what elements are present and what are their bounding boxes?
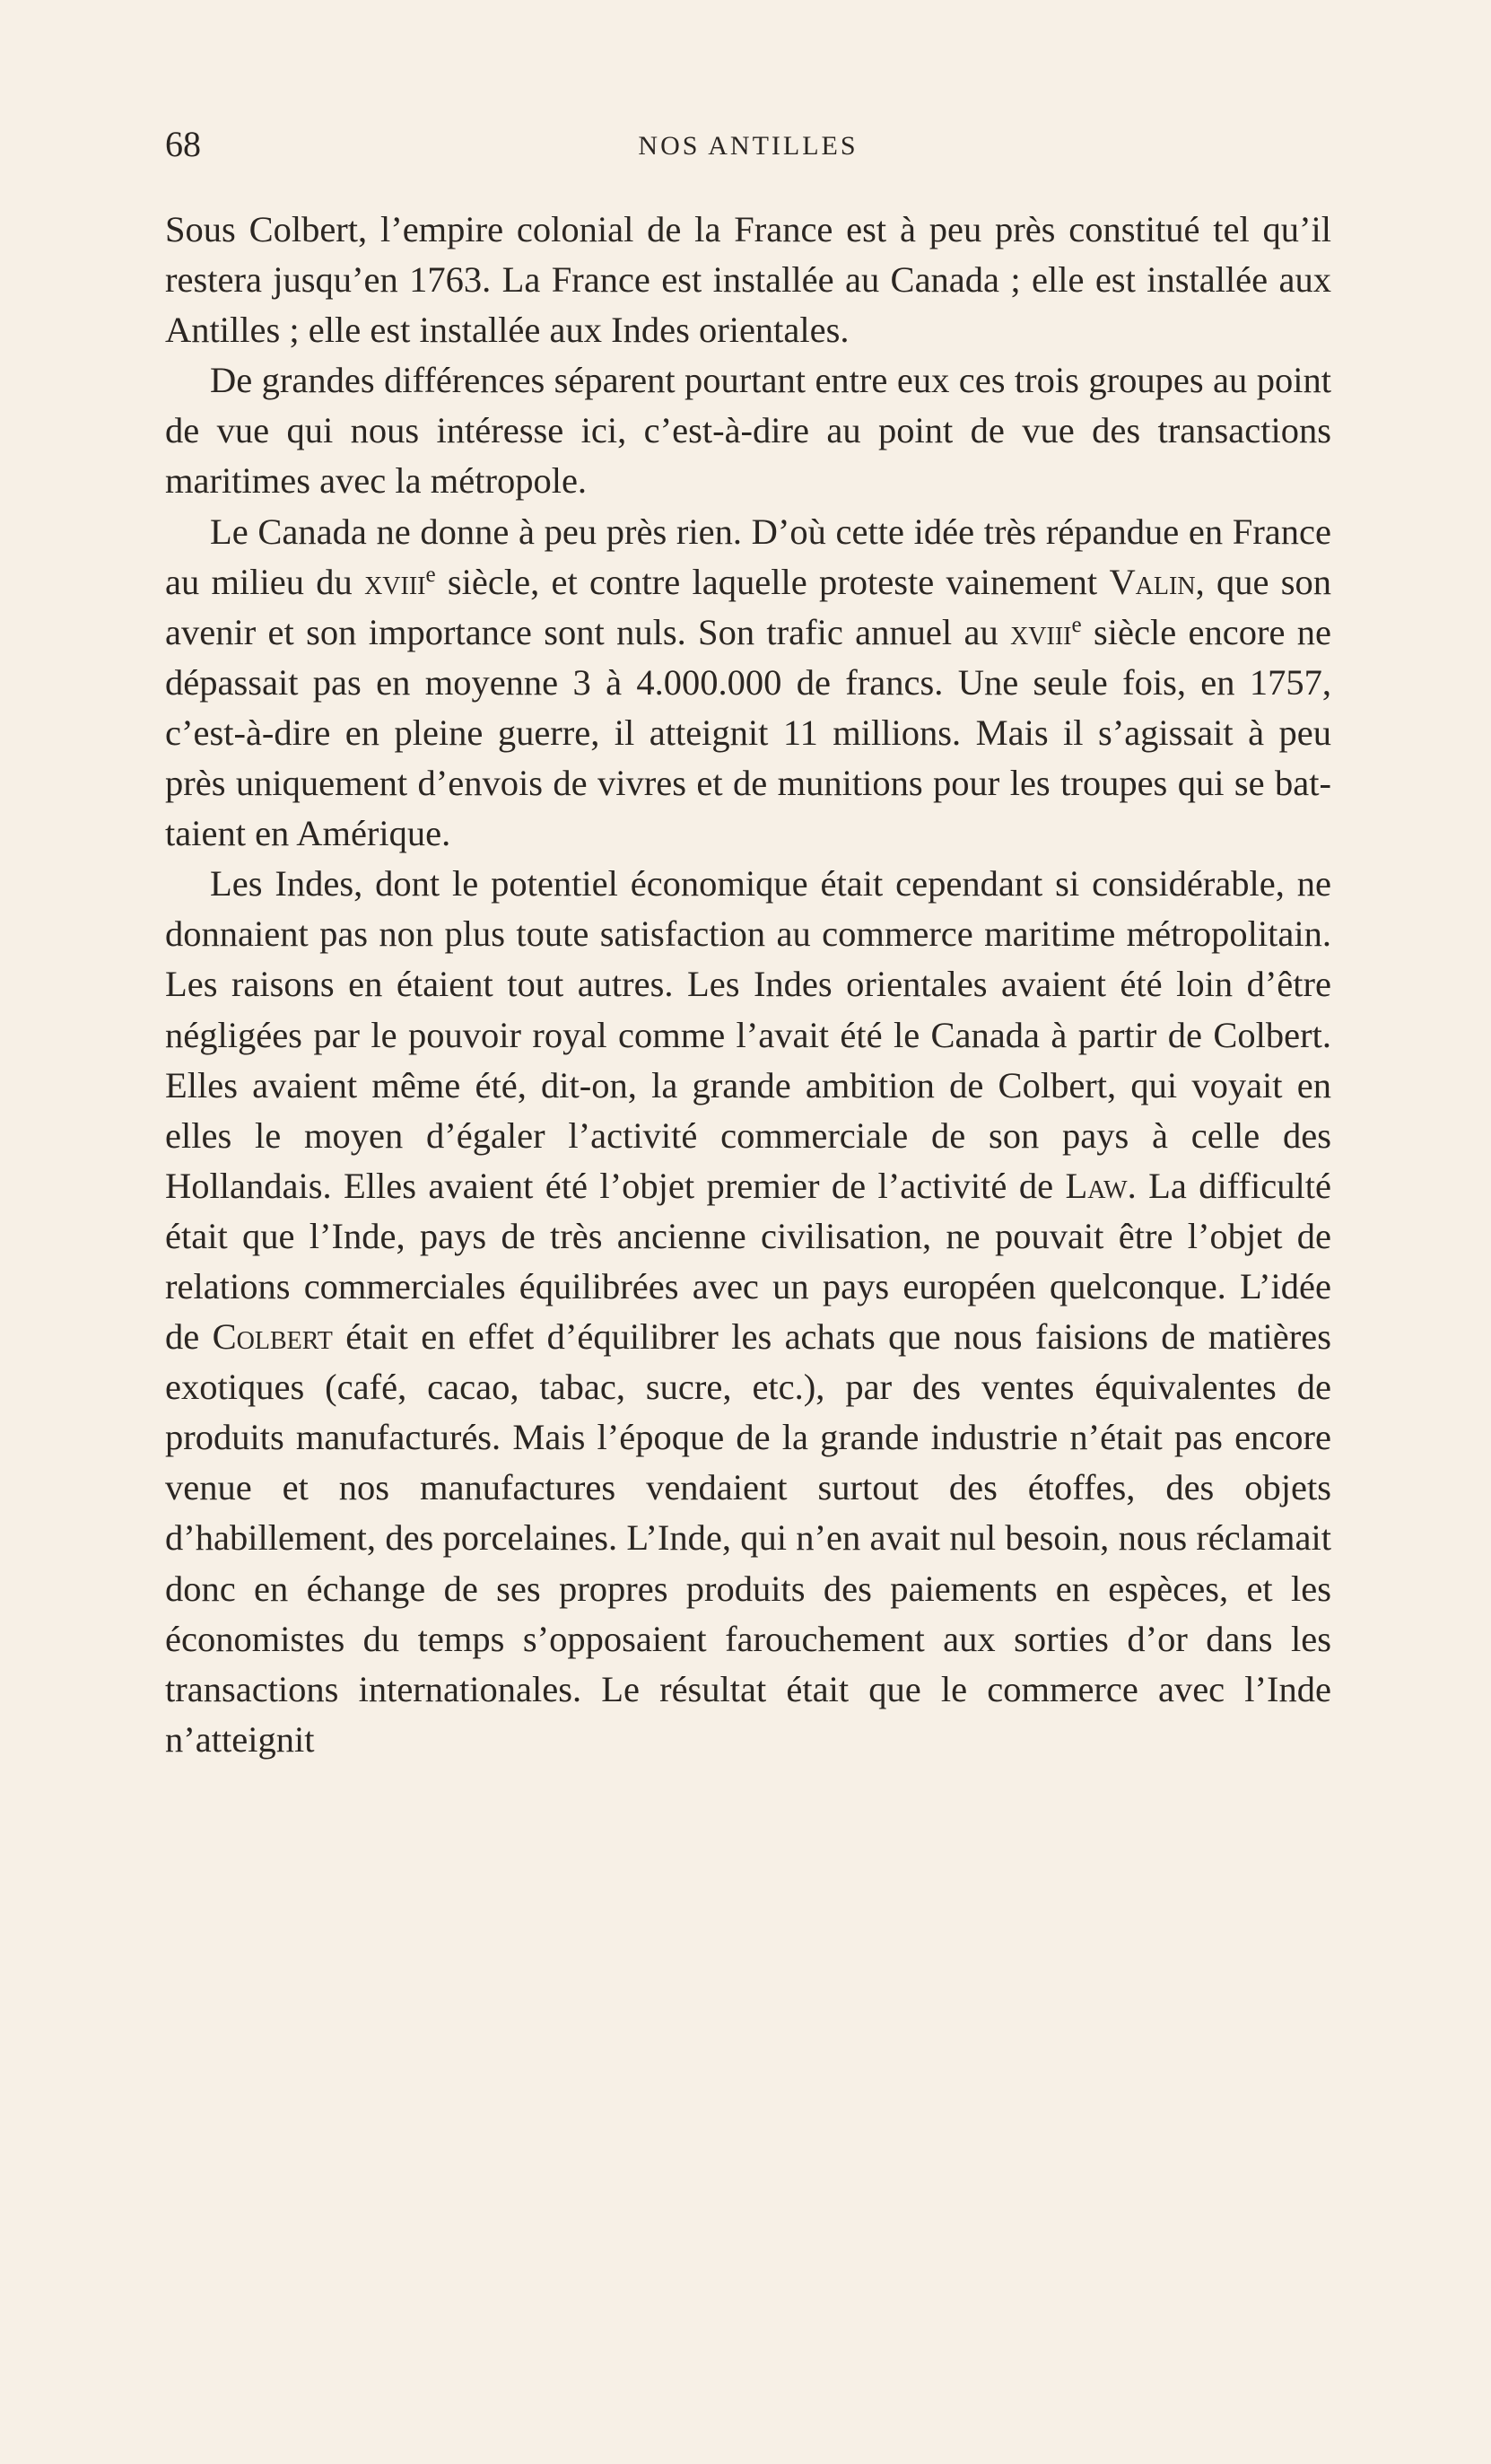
page-number: 68 xyxy=(165,124,201,164)
paragraph xyxy=(165,507,1331,860)
paragraph xyxy=(165,859,1331,1765)
author-name: Colbert xyxy=(212,1316,333,1358)
superscript: e xyxy=(1071,612,1082,637)
century-numeral: xviii xyxy=(1010,611,1072,652)
page-header xyxy=(165,122,1331,167)
text-run: siècle encore ne dépassait pas en moyenne 3 à 4.000.000 de francs. Une seule fois, en 1757, c’est-à-dire en pleine guerre, il atteignit 11 millions. Mais il s’agissait à peu près uniquement d’envois de vivres et de munitions pour les troupes qui se battaient en Amérique. xyxy=(165,611,1331,854)
paragraph: Sous Colbert, l’empire colonial de la France est à peu près constitué tel qu’il restera jusqu’en 1763. La France est installée au Canada ; elle est installée aux Antilles ; elle est installée aux Indes orientales. xyxy=(165,209,1331,351)
text-run: Les Indes, dont le potentiel économique était cependant si considérable, ne donnaient pas non plus toute satisfaction au commerce maritime métropolitain. Les raisons en étaient tout autres. Les Indes orientales avaient été loin d’être négligées par le pouvoir royal comme l’avait été le Canada à partir de Colbert. Elles avaient même été, dit-on, la grande ambition de Colbert, qui voyait en elles le moyen d’égaler l’activité commerciale de son pays à celle des Hollandais. Elles avaient été l’objet premier de l’activité de xyxy=(165,863,1331,1206)
text-run: Le Canada ne donne à peu près rien. D’où cette idée très répandue en France au milieu du xyxy=(165,511,1331,602)
running-title: NOS ANTILLES xyxy=(638,131,859,161)
author-name: Law xyxy=(1065,1165,1128,1206)
text-run: , que son avenir et son importance sont nuls. Son trafic annuel au xyxy=(165,561,1331,652)
body-text xyxy=(165,205,1331,1765)
text-run: . La difficulté était que l’Inde, pays de très ancienne civilisation, ne pouvait être l’objet de relations commerciales équilibrées avec un pays européen quelconque. L’idée de xyxy=(165,1165,1331,1358)
century-numeral: xviii xyxy=(364,561,426,602)
paragraph: De grandes différences séparent pourtant entre eux ces trois groupes au point de vue qui nous intéresse ici, c’est-à-dire au point de vue des transactions maritimes avec la métropole. xyxy=(165,360,1331,502)
text-run: siècle, et contre laquelle proteste vainement xyxy=(435,561,1110,602)
text-run: était en effet d’équilibrer les achats que nous faisions de matières exotiques (café, cacao, tabac, sucre, etc.), par des ventes équivalentes de produits manufacturés. Mais l’époque de la grande industrie n’était pas encore venue et nos manufactures vendaient surtout des étoffes, des objets d’habillement, des porcelaines. L’Inde, qui n’en avait nul besoin, nous réclamait donc en échange de ses propres produits des paiements en espèces, et les économistes du temps s’opposaient farouchement aux sorties d’or dans les transactions internationales. Le résultat était que le commerce avec l’Inde n’atteignit xyxy=(165,1316,1331,1760)
superscript: e xyxy=(425,562,436,587)
author-name: Valin xyxy=(1109,561,1196,602)
